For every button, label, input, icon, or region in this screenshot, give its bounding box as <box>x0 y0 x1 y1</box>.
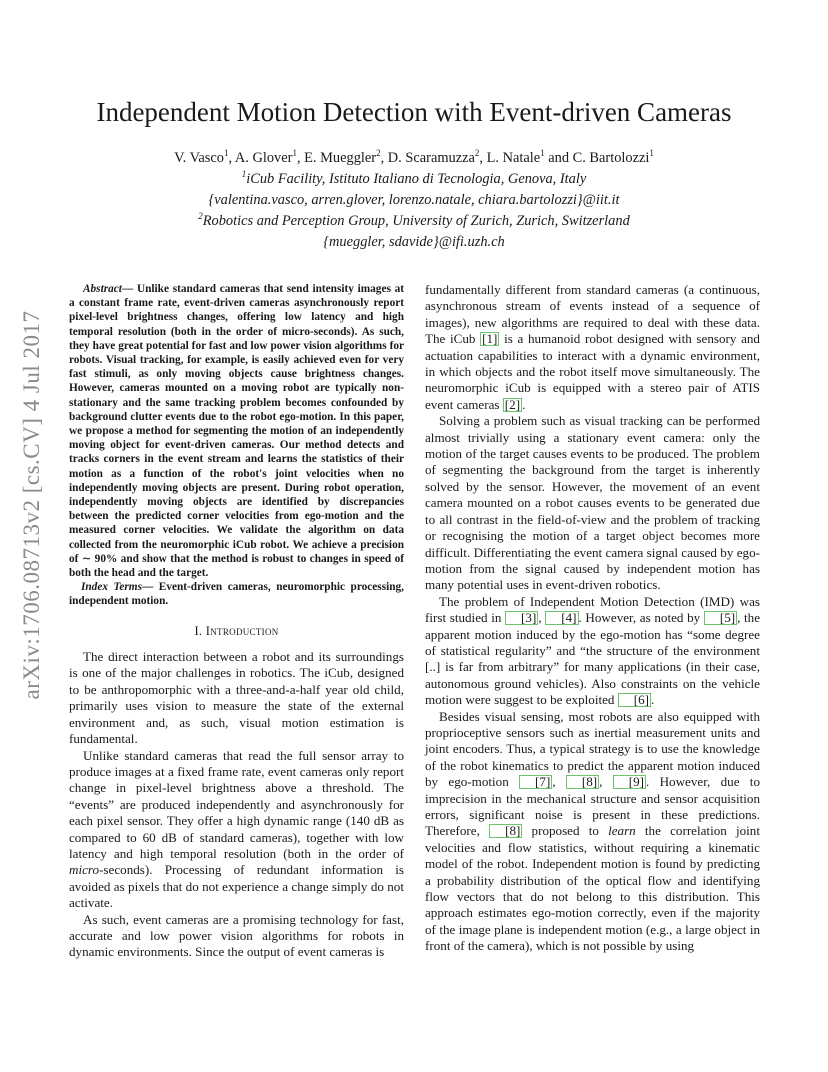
section-heading-introduction: I. Introduction <box>194 623 279 638</box>
intro-paragraph-1: The direct interaction between a robot and its surroundings is one of the major challenges in robotics. The iCub, designed to be anthropomorphic with a three-and-a-half year old child, primarily uses vision to measure the state of the external environment and, as such, visual motion estimation is fundamental. <box>69 649 404 747</box>
email-2: {mueggler, sdavide}@ifi.uzh.ch <box>323 234 505 250</box>
intro-paragraph-6: The problem of Independent Motion Detection (IMD) was first studied in [3] , [4] . However, as noted by [5] , the apparent motion induced by the ego-motion has “some degree of statistical regularity” and “the structure of the environment [..] is far from arbitrary” for many applications (in their case, autonomous ground vehicles). Also constraints on the vehicle motion were suggest to be exploited [6] . <box>425 593 761 708</box>
left-column <box>69 282 404 961</box>
citation-link[interactable]: [8] <box>489 824 522 838</box>
citation-link[interactable]: [7] <box>519 775 552 789</box>
author-block <box>60 148 768 253</box>
intro-paragraph-2: Unlike standard cameras that read the full sensor array to produce images at a fixed frame rate, event cameras only report change in pixel-level brightness above a threshold. The “events” are produced independently and asynchronously for each pixel sensor. They offer a high dynamic range (140 dB as compared to 60 dB of standard cameras), together with low latency and high temporal resolution (both in the order of micro-seconds). Processing of redundant information is avoided as pixels that do not experience a change simply do not activate. <box>69 747 404 911</box>
citation-link[interactable]: [8] <box>566 775 599 789</box>
abstract: Abstract— Unlike standard cameras that send intensity images at a constant frame rate, event-driven cameras asynchronously report pixel-level brightness changes, offering low latency and high temporal resolution (both in the order of micro-seconds). As such, they have great potential for fast and low power vision algorithms for robots. Visual tracking, for example, is easily achieved even for very fast stimuli, as only moving objects cause brightness changes. However, cameras mounted on a moving robot are typically non-stationary and the same tracking problem becomes confounded by background clutter events due to the robot ego-motion. In this paper, we propose a method for segmenting the motion of an independently moving object for event-driven cameras. Our method detects and tracks corners in the event stream and learns the statistics of their motion as a function of the robot's joint velocities when no independently moving objects are present. During robot operation, independently moving objects are identified by discrepancies between the predicted corner velocities from ego-motion and the measured corner velocities. We validate the algorithm on data collected from the neuromorphic iCub robot. We achieve a precision of ∼ 90% and show that the method is robust to changes in speed of both the head and the target. <box>69 283 405 580</box>
email-1: {valentina.vasco, arren.glover, lorenzo.natale, chiara.bartolozzi}@iit.it <box>208 192 620 208</box>
citation-link[interactable]: [9] <box>613 775 646 789</box>
affiliation-2: $^2$Robotics and Perception Group, University of Zurich, Zurich, Switzerland <box>198 211 630 229</box>
intro-paragraph-3: As such, event cameras are a promising technology for fast, accurate and low power vision algorithms for robots in dynamic environments. Since the output of event cameras is <box>69 911 404 960</box>
citation-link[interactable]: [1] <box>482 331 498 347</box>
citation-link[interactable]: [4] <box>545 611 578 625</box>
citation-link[interactable]: [3] <box>505 611 538 625</box>
affiliation-1: $^1$iCub Facility, Istituto Italiano di Tecnologia, Genova, Italy <box>241 169 587 187</box>
arxiv-identifier: arXiv:1706.08713v2 [cs.CV] 4 Jul 2017 <box>19 310 44 700</box>
intro-paragraph-5: Solving a problem such as visual tracking can be performed almost trivially using a stationary event camera: only the motion of the target causes events to be produced. The problem of segmenting the background from the target is inherently solved by the sensor. However, the movement of an event camera mounted on a robot causes events to be generated due to all contrast in the field-of-view and the problem of tracking or recognising the motion of a target object becomes more difficult. Differentiating the event camera signal caused by ego-motion from the signal caused by independent motion has many potential uses in event-driven robotics. <box>425 413 760 593</box>
citation-link[interactable]: [5] <box>704 611 737 625</box>
author-list: V. Vasco$^1$, A. Glover$^1$, E. Mueggler$^2$, D. Scaramuzza$^2$, L. Natale$^1$ and C. Bartolozzi$^1$ <box>174 148 654 166</box>
citation-link[interactable]: [6] <box>618 693 651 707</box>
intro-paragraph-7: Besides visual sensing, most robots are also equipped with proprioceptive sensors such as inertial measurement units and joint encoders. Thus, a typical strategy is to use the knowledge of the robot kinematics to predict the apparent motion induced by ego-motion [7] , [8] , [9] . However, due to imprecision in the mechanical structure and sensor acquisition errors, significant noise is present in these predictions. Therefore, [8] proposed to learn the correlation joint velocities and flow statistics, without requiring a kinematic model of the robot. Independent motion is found by predicting a probability distribution of the optical flow and identifying flow vectors that do not belong to this distribution. This approach estimates ego-motion correctly, even if the majority of the image plane is independent motion (e.g., a large object in front of the camera), which is not possible by using <box>425 708 760 954</box>
intro-paragraph-4: fundamentally different from standard cameras (a continuous, asynchronous stream of events instead of a sequence of images), new algorithms are required to deal with these data. The iCub [1] is a humanoid robot designed with sensory and actuation capabilities to interact with a dynamic environment, in which objects and the robot itself move simultaneously. The neuromorphic iCub is equipped with a stereo pair of ATIS event cameras [2] . <box>425 282 760 412</box>
right-column <box>425 282 760 955</box>
citation-link[interactable]: [2] <box>504 396 521 412</box>
index-terms: Index Terms— Event-driven cameras, neuromorphic processing, independent motion. <box>69 581 404 608</box>
paper-title: Independent Motion Detection with Event-driven Cameras <box>96 97 732 127</box>
